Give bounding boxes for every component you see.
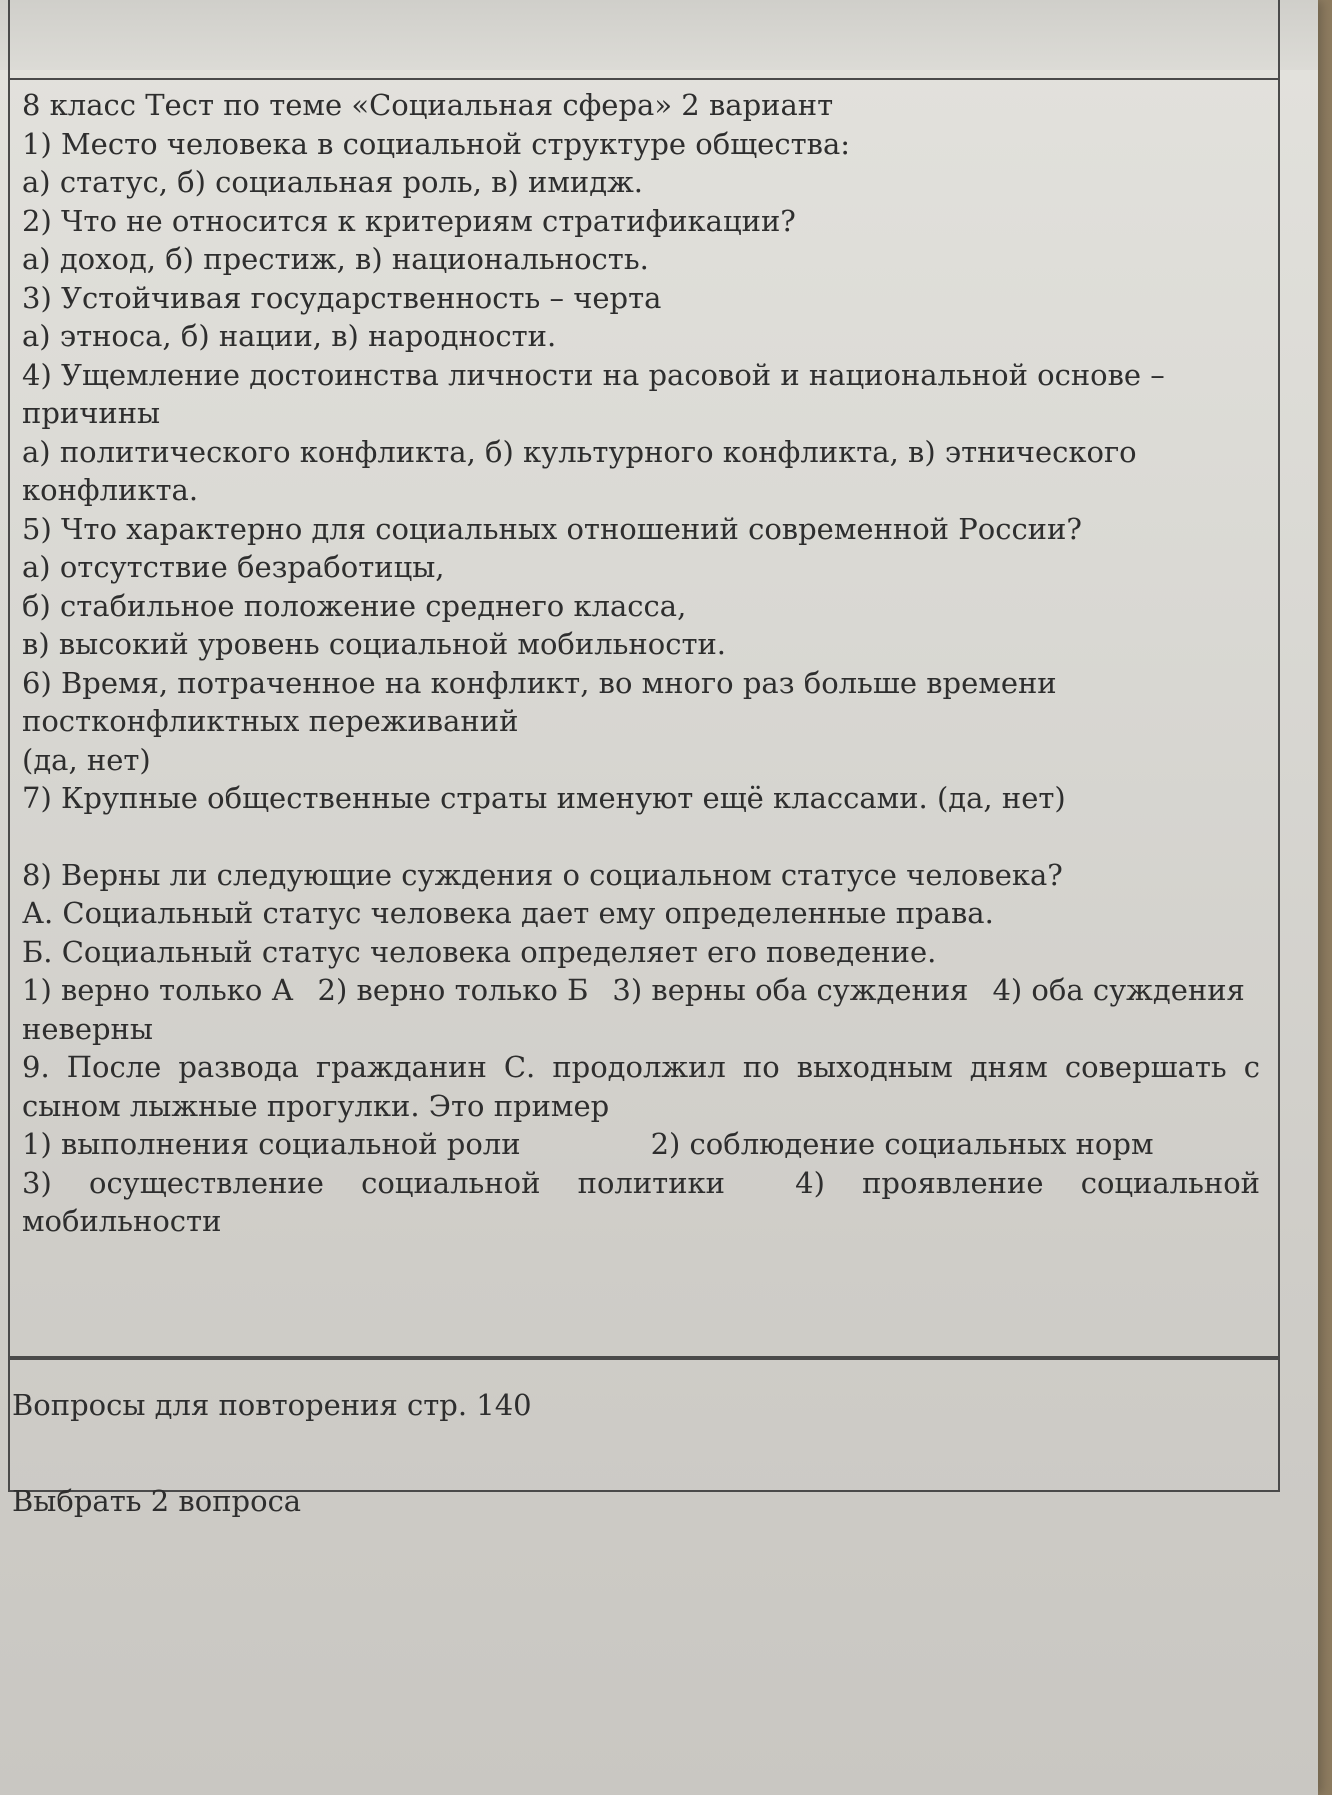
q8-options (22, 971, 1262, 1010)
q5-answer-a: а) отсутствие безработицы, (22, 550, 445, 584)
q3-answers: а) этноса, б) нации, в) народности. (22, 319, 557, 353)
q9-option-4: 4) проявление социальной (795, 1165, 1260, 1200)
q2-text: 2) Что не относится к критериям стратификации? (22, 203, 796, 238)
q2-answers: а) доход, б) престиж, в) национальность. (22, 242, 649, 276)
q9-options-row1 (22, 1125, 1260, 1164)
q8-option-2: 2) верно только Б (317, 973, 589, 1007)
paper-top-blank (0, 0, 1318, 70)
q5-answer-c: в) высокий уровень социальной мобильности. (22, 627, 727, 661)
frame-right-upper (1278, 0, 1280, 78)
q8-statement-a: А. Социальный статус человека дает ему определенные права. (22, 896, 994, 930)
footer-frame (8, 1360, 1280, 1492)
q4-answers-line1: а) политического конфликта, б) культурного конфликта, в) этнического (22, 434, 1137, 469)
q8-option-4-cont: неверны (22, 1011, 153, 1046)
q5-answer-b: б) стабильное положение среднего класса, (22, 588, 687, 623)
q9-option-1: 1) выполнения социальной роли (22, 1127, 521, 1161)
q6-answers: (да, нет) (22, 742, 151, 777)
q9-option-2: 2) соблюдение социальных норм (650, 1127, 1154, 1161)
choose-questions: Выбрать 2 вопроса (12, 1484, 302, 1518)
q8-statement-b: Б. Социальный статус человека определяет его поведение. (22, 934, 937, 969)
frame-left-upper (8, 0, 10, 78)
q7-text: 7) Крупные общественные страты именуют ещё классами. (да, нет) (22, 781, 1066, 815)
q8-option-3: 3) верны оба суждения (612, 973, 969, 1007)
spacer (22, 818, 1262, 856)
q4-text-line1: 4) Ущемление достоинства личности на расовой и национальной основе – (22, 357, 1165, 392)
q8-text: 8) Верны ли следующие суждения о социальном статусе человека? (22, 857, 1063, 892)
test-content (22, 86, 1262, 1241)
q8-option-1: 1) верно только А (22, 973, 294, 1007)
q3-text: 3) Устойчивая государственность – черта (22, 280, 662, 315)
q9-options-row2 (22, 1164, 1260, 1203)
q9-text: 9. После развода гражданин С. продолжил по выходным дням совершать с сыном лыжные прогулки. Это пример (22, 1050, 1260, 1123)
q4-answers-line2: конфликта. (22, 473, 199, 507)
q9-option-3: 3) осуществление социальной политики (22, 1165, 725, 1200)
q4-text-line2: причины (22, 396, 161, 430)
test-title: 8 класс Тест по теме «Социальная сфера» 2 вариант (22, 88, 834, 122)
q1-answers: а) статус, б) социальная роль, в) имидж. (22, 165, 643, 199)
q6-text-line2: постконфликтных переживаний (22, 704, 519, 738)
review-questions: Вопросы для повторения стр. 140 (12, 1388, 532, 1422)
q1-text: 1) Место человека в социальной структуре общества: (22, 126, 851, 161)
q8-option-4: 4) оба суждения (992, 973, 1245, 1007)
q6-text-line1: 6) Время, потраченное на конфликт, во много раз больше времени (22, 665, 1057, 700)
q9-option-4-cont: мобильности (22, 1204, 222, 1238)
q5-text: 5) Что характерно для социальных отношений современной России? (22, 511, 1082, 546)
